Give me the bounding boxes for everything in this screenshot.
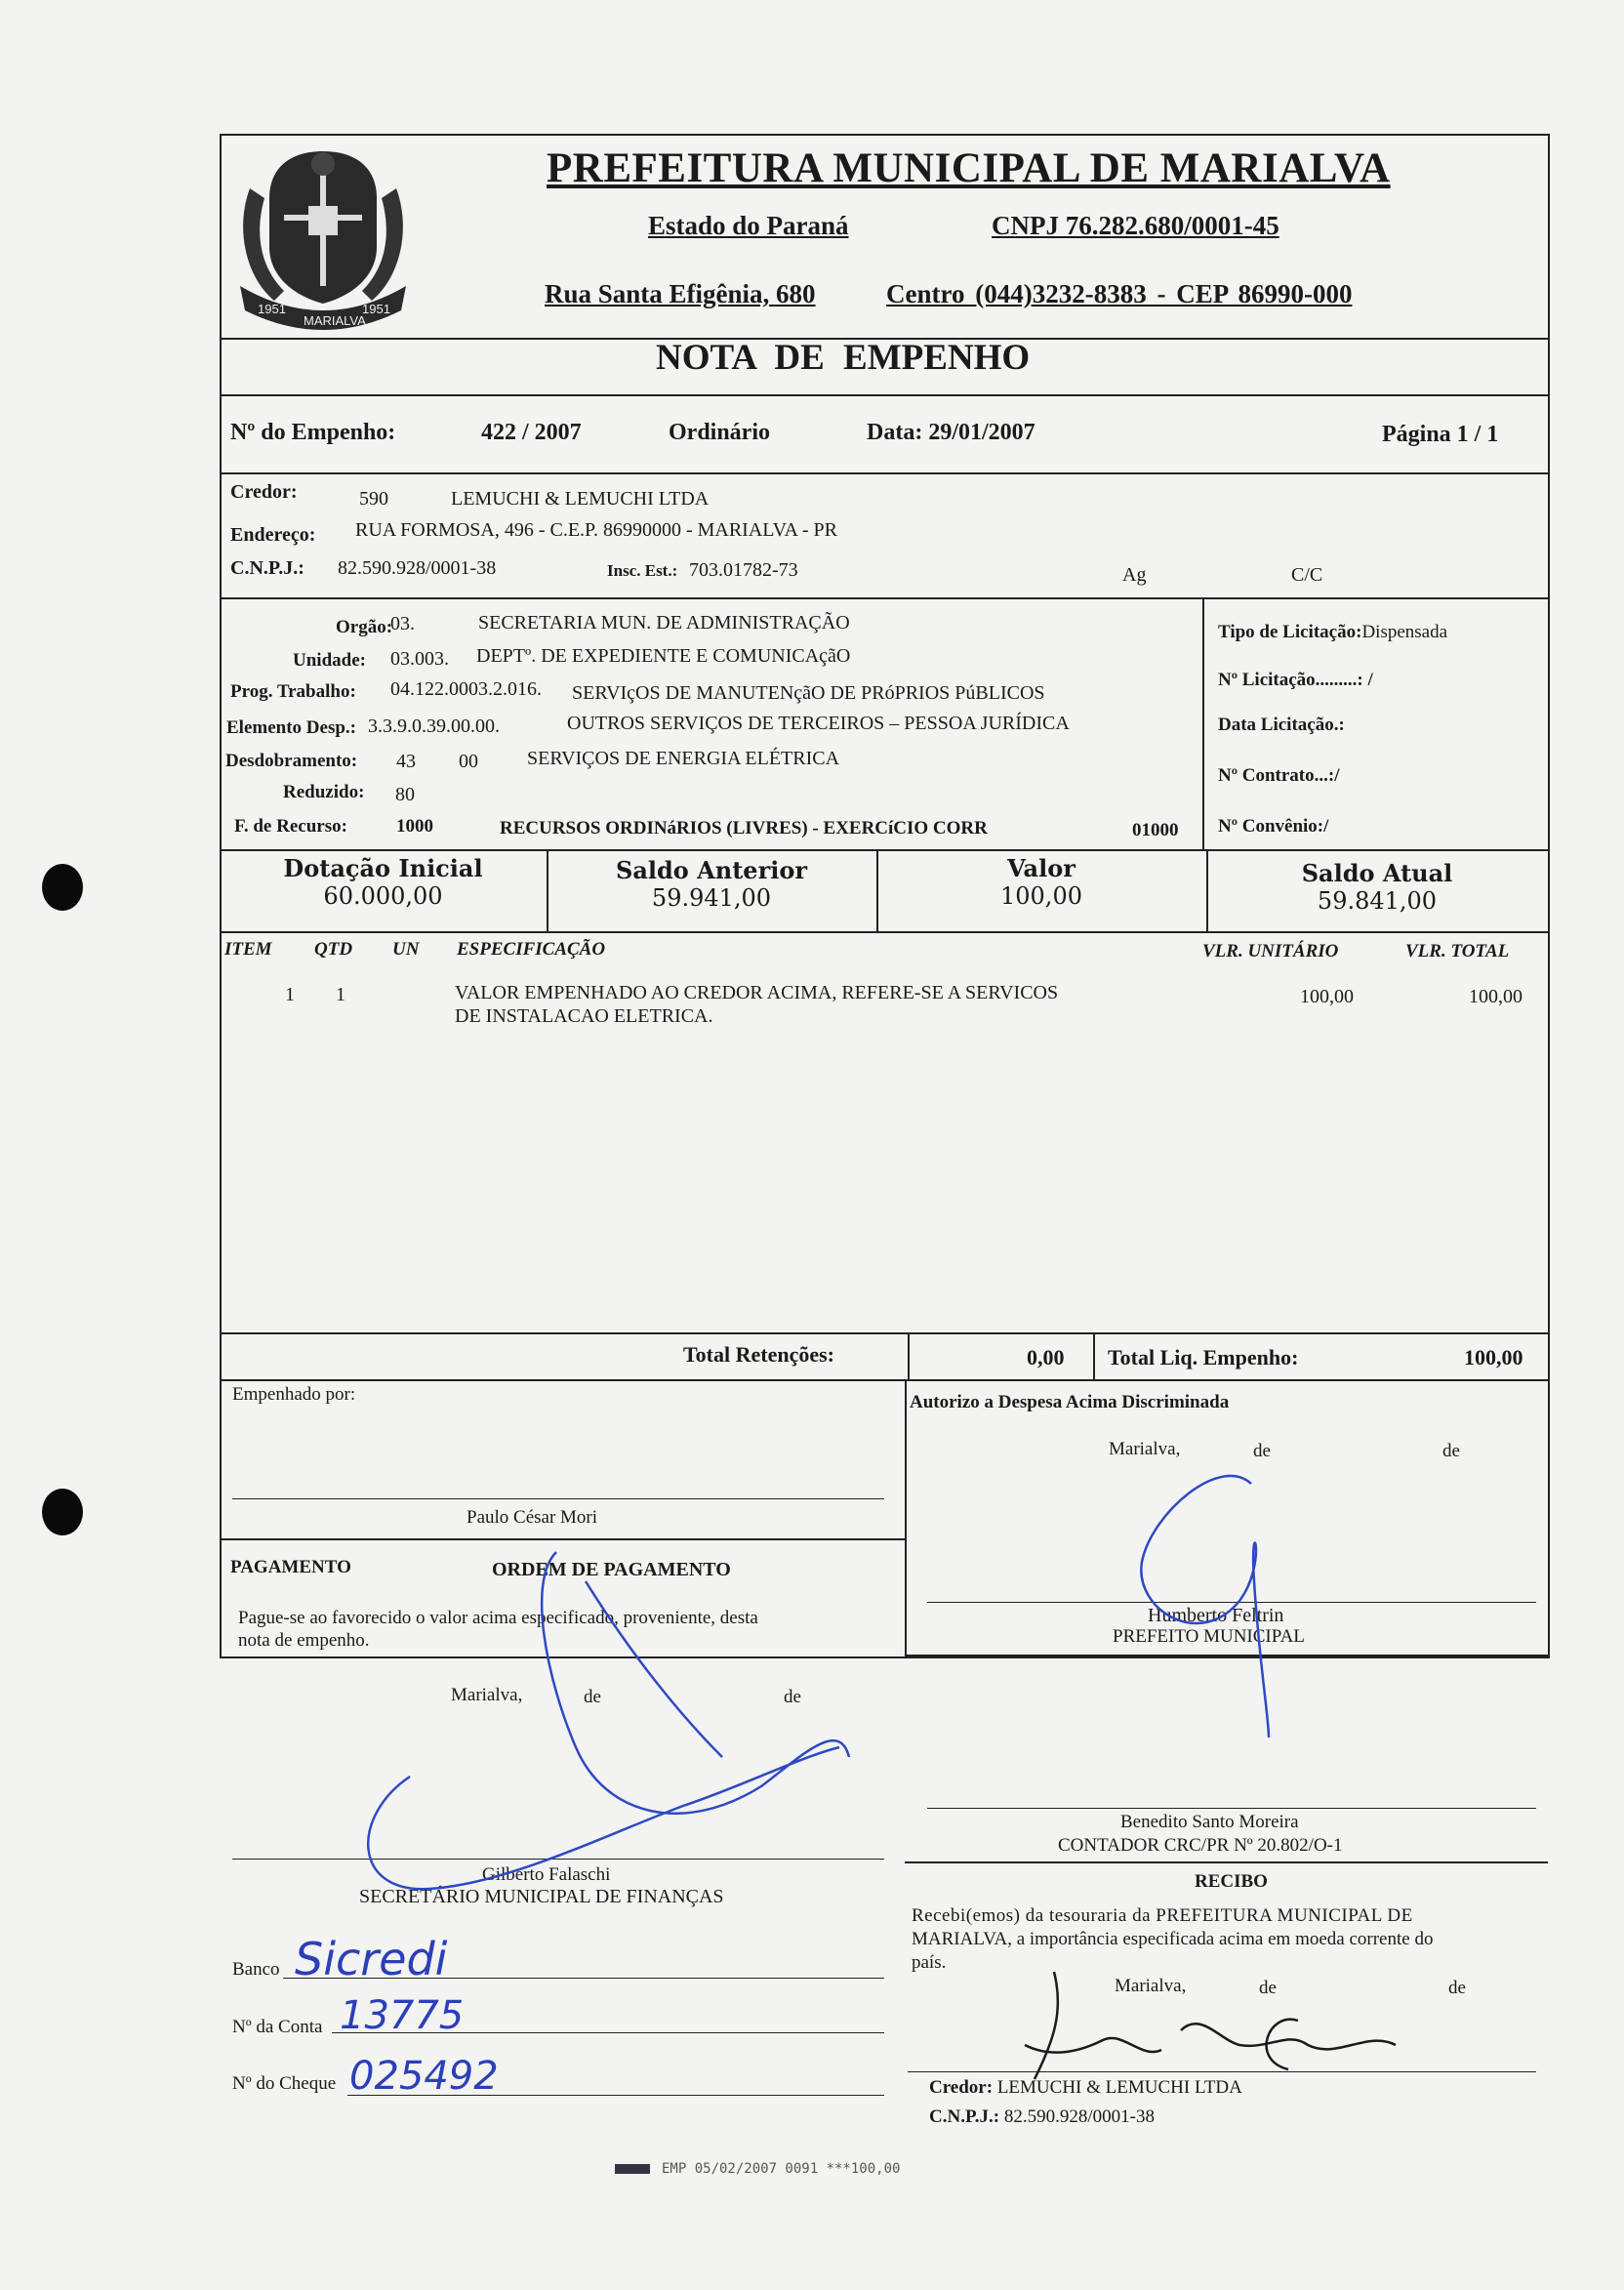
col-spec: ESPECIFICAÇÃO — [457, 939, 606, 960]
pague-text-line1: Pague-se ao favorecido o valor acima especificado, proveniente, desta — [238, 1608, 758, 1628]
credor-label: Credor: — [230, 481, 298, 503]
credor-cnpj: 82.590.928/0001-38 — [338, 557, 497, 579]
licitacao-tipo: Dispensada — [1361, 622, 1448, 642]
liquido-label: Total Liq. Empenho: — [1108, 1345, 1299, 1370]
unidade-name: DEPTº. DE EXPEDIENTE E COMUNICAçãO — [476, 645, 851, 667]
col-unit: VLR. UNITÁRIO — [1202, 941, 1339, 961]
secretario-role: SECRETÁRIO MUNICIPAL DE FINANÇAS — [359, 1886, 724, 1907]
empenho-type: Ordinário — [669, 420, 771, 445]
credor-code: 590 — [359, 488, 388, 510]
empenho-date: Data: 29/01/2007 — [867, 420, 1035, 445]
orgao-code: 03. — [390, 613, 415, 634]
saldo-atual-value: 59.841,00 — [1317, 887, 1438, 915]
reduzido-label: Reduzido: — [283, 782, 365, 802]
banco-label: Banco — [232, 1959, 280, 1980]
recurso-name: RECURSOS ORDINáRIOS (LIVRES) - EXERCíCIO CORR — [500, 818, 988, 838]
recurso-num: 01000 — [1132, 820, 1179, 840]
contador-role: CONTADOR CRC/PR Nº 20.802/O-1 — [1058, 1835, 1343, 1856]
elemento-name: OUTROS SERVIÇOS DE TERCEIROS – PESSOA JURÍDICA — [567, 713, 1070, 734]
credor-address: RUA FORMOSA, 496 - C.E.P. 86990000 - MARIALVA - PR — [355, 519, 837, 541]
row-item: 1 — [285, 984, 295, 1005]
conta-label: Nº da Conta — [232, 2017, 323, 2037]
col-un: UN — [392, 939, 420, 960]
desdobramento-sub: 00 — [459, 751, 478, 772]
convenio-number: Nº Convênio:/ — [1218, 816, 1329, 837]
row-spec-line2: DE INSTALACAO ELETRICA. — [455, 1005, 713, 1027]
orgao-label: Orgão: — [336, 617, 393, 637]
retencoes-label: Total Retenções: — [683, 1342, 834, 1367]
recibo-cnpj: 82.590.928/0001-38 — [1003, 2106, 1155, 2127]
document-title: NOTA DE EMPENHO — [656, 338, 1031, 378]
municipal-cnpj: CNPJ 76.282.680/0001-45 — [992, 211, 1279, 240]
retencoes-value: 0,00 — [1027, 1345, 1065, 1370]
desdobramento-code: 43 — [396, 751, 416, 772]
recurso-label: F. de Recurso: — [234, 816, 347, 837]
recibo-de1: de — [1259, 1978, 1277, 1998]
elemento-code: 3.3.9.0.39.00.00. — [368, 716, 500, 737]
orgao-name: SECRETARIA MUN. DE ADMINISTRAÇÃO — [478, 612, 850, 634]
empenho-label: Nº do Empenho: — [230, 420, 396, 445]
dotacao-label: Dotação Inicial — [283, 854, 483, 882]
licitacao-tipo-label: Tipo de Licitação: — [1218, 622, 1362, 642]
desdobramento-name: SERVIÇOS DE ENERGIA ELÉTRICA — [527, 748, 840, 769]
secretario-name: Gilberto Falaschi — [482, 1864, 611, 1885]
autorizo-text: Autorizo a Despesa Acima Discriminada — [910, 1392, 1230, 1412]
recibo-de2: de — [1448, 1978, 1466, 1998]
page-number: Página 1 / 1 — [1382, 422, 1499, 447]
unidade-code: 03.003. — [390, 648, 449, 670]
saldo-anterior-label: Saldo Anterior — [616, 856, 807, 884]
banco-value: Sicredi — [295, 1933, 448, 1985]
recurso-code: 1000 — [396, 816, 433, 837]
seal-years-right: 1951 — [362, 302, 390, 316]
right-place: Marialva, — [1109, 1439, 1181, 1459]
footer-stamp: EMP 05/02/2007 0091 ***100,00 — [615, 2161, 900, 2177]
row-qtd: 1 — [336, 984, 345, 1005]
empenho-number: 422 / 2007 — [481, 420, 582, 445]
credor-insc: 703.01782-73 — [689, 559, 798, 581]
valor-value: 100,00 — [1000, 882, 1082, 910]
contador-name: Benedito Santo Moreira — [1120, 1812, 1299, 1832]
right-de1: de — [1253, 1441, 1271, 1461]
pagamento-label: PAGAMENTO — [230, 1557, 351, 1577]
elemento-label: Elemento Desp.: — [226, 717, 356, 738]
seal-years-left: 1951 — [258, 302, 286, 316]
row-total: 100,00 — [1469, 986, 1522, 1007]
reduzido-value: 80 — [395, 784, 415, 805]
prog-code: 04.122.0003.2.016. — [390, 678, 542, 700]
col-item: ITEM — [224, 939, 272, 960]
col-qtd: QTD — [314, 939, 353, 960]
recibo-cnpj-label: C.N.P.J.: — [929, 2106, 1000, 2127]
recibo-place: Marialva, — [1115, 1976, 1187, 1996]
empenhado-name: Paulo César Mori — [467, 1507, 598, 1528]
prog-name: SERVIçOS DE MANUTENçãO DE PRóPRIOS PúBLICOS — [572, 682, 1045, 704]
seal-name: MARIALVA — [304, 313, 366, 328]
municipal-contact: Centro (044)3232-8383 - CEP 86990-000 — [886, 279, 1353, 308]
saldo-atual-label: Saldo Atual — [1301, 859, 1453, 887]
contrato-number: Nº Contrato...:/ — [1218, 765, 1340, 786]
prefeito-role: PREFEITO MUNICIPAL — [1113, 1626, 1305, 1647]
licitacao-date: Data Licitação.: — [1218, 715, 1345, 735]
ag-label: Ag — [1122, 564, 1147, 586]
empenhado-label: Empenhado por: — [232, 1384, 356, 1405]
recibo-text-line1: Recebi(emos) da tesouraria da PREFEITURA MUNICIPAL DE — [912, 1905, 1413, 1926]
address-label: Endereço: — [230, 524, 316, 546]
row-unit: 100,00 — [1300, 986, 1354, 1007]
conta-value: 13775 — [340, 1993, 465, 2038]
valor-label: Valor — [1007, 854, 1076, 882]
credor-name: LEMUCHI & LEMUCHI LTDA — [451, 488, 710, 510]
dotacao-value: 60.000,00 — [323, 882, 443, 910]
left-de1: de — [584, 1687, 601, 1707]
ordem-label: ORDEM DE PAGAMENTO — [492, 1559, 731, 1580]
col-total: VLR. TOTAL — [1405, 941, 1510, 961]
recibo-credor-label: Credor: — [929, 2077, 994, 2098]
pague-text-line2: nota de empenho. — [238, 1630, 370, 1651]
left-de2: de — [784, 1687, 801, 1707]
liquido-value: 100,00 — [1464, 1345, 1523, 1370]
cheque-value: 025492 — [349, 2054, 499, 2099]
cheque-label: Nº do Cheque — [232, 2073, 337, 2094]
saldo-anterior-value: 59.941,00 — [651, 884, 772, 912]
licitacao-number: Nº Licitação.........: / — [1218, 670, 1373, 690]
recibo-text-line2: MARIALVA, a importância especificada acima em moeda corrente do — [912, 1929, 1434, 1949]
municipal-address: Rua Santa Efigênia, 680 — [545, 279, 816, 308]
insc-label: Insc. Est.: — [607, 561, 678, 580]
prefeito-name: Humberto Feltrin — [1148, 1605, 1284, 1626]
unidade-label: Unidade: — [293, 650, 366, 671]
page-title: PREFEITURA MUNICIPAL DE MARIALVA — [547, 145, 1391, 191]
cc-label: C/C — [1291, 564, 1323, 586]
recibo-credor-name: LEMUCHI & LEMUCHI LTDA — [996, 2077, 1242, 2098]
prog-label: Prog. Trabalho: — [230, 681, 356, 702]
left-place: Marialva, — [451, 1685, 523, 1705]
desdobramento-label: Desdobramento: — [225, 751, 358, 771]
cnpj-label: C.N.P.J.: — [230, 557, 304, 579]
recibo-label: RECIBO — [1195, 1871, 1268, 1892]
right-de2: de — [1442, 1441, 1460, 1461]
row-spec-line1: VALOR EMPENHADO AO CREDOR ACIMA, REFERE-SE A SERVICOS — [455, 982, 1059, 1003]
state-name: Estado do Paraná — [648, 211, 849, 240]
recibo-text-line3: país. — [912, 1952, 947, 1973]
